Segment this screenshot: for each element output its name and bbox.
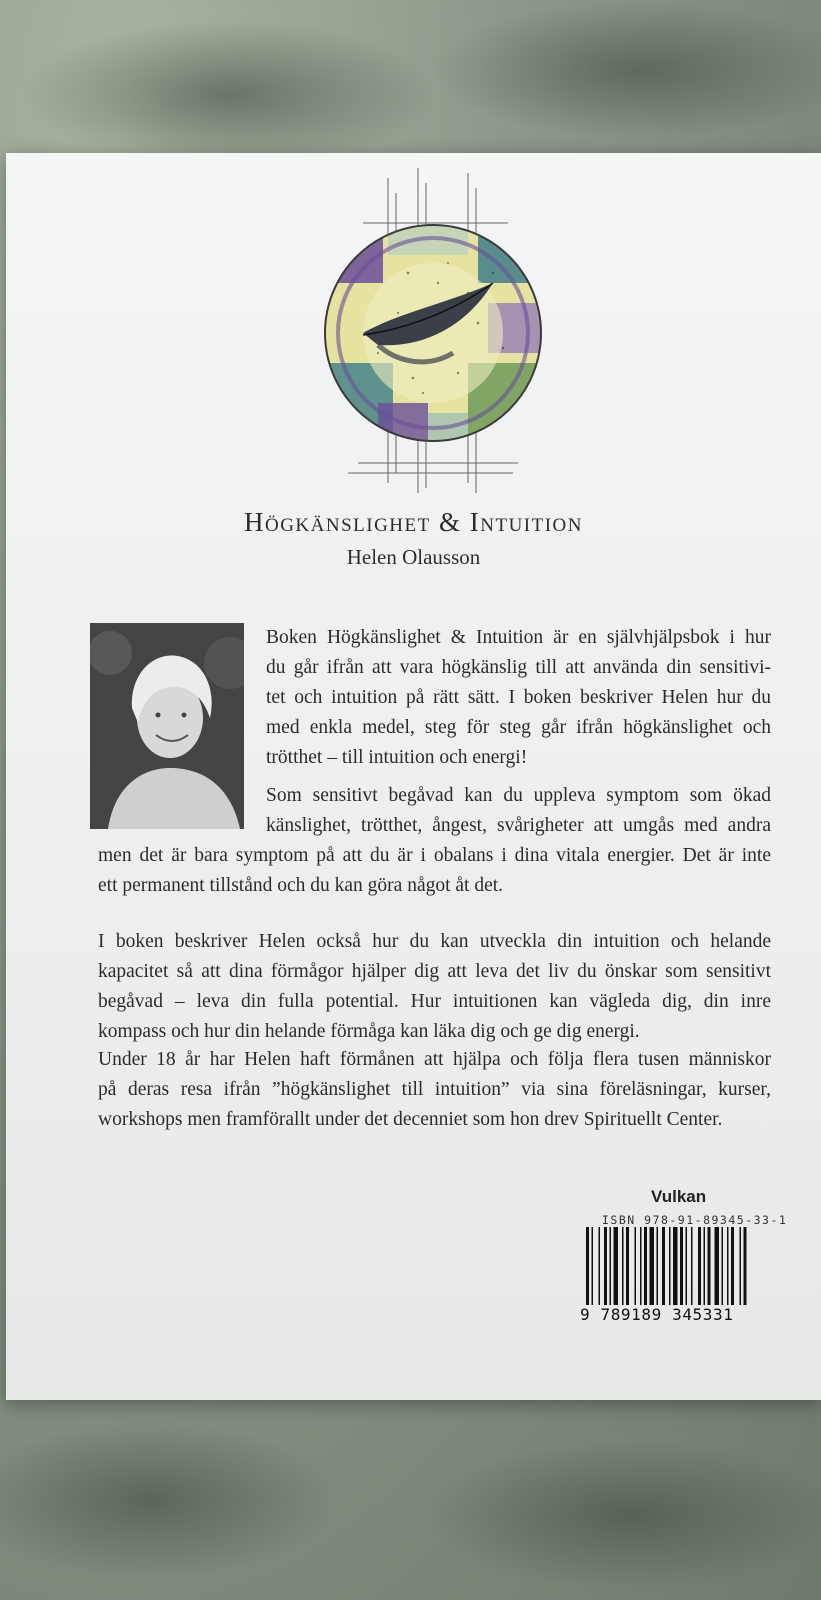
barcode-bar — [610, 1227, 612, 1305]
barcode-bar — [715, 1227, 720, 1305]
barcode-bar — [722, 1227, 724, 1305]
barcode-bar — [586, 1227, 589, 1305]
barcode-bar — [680, 1227, 683, 1305]
barcode-bar — [657, 1227, 659, 1305]
book-back-cover — [6, 153, 821, 1400]
barcode-bar — [744, 1227, 747, 1305]
barcode-bar — [604, 1227, 607, 1305]
barcode-bar — [691, 1227, 693, 1305]
barcode-bar — [650, 1227, 655, 1305]
barcode-bar — [626, 1227, 629, 1305]
text-line: du går ifrån att vara högkänslig till att använda din sensitivi- — [266, 657, 771, 678]
author-portrait-icon — [90, 623, 244, 829]
text-line: Under 18 år har Helen haft förmånen att hjälpa och följa flera tusen människor — [98, 1049, 771, 1070]
barcode-bar — [614, 1227, 619, 1305]
barcode-bar — [662, 1227, 665, 1305]
paragraph-2-bottom — [98, 841, 771, 901]
text-line: med enkla medel, steg för steg går ifrån högkänslighet och — [266, 717, 771, 738]
barcode — [582, 1227, 782, 1305]
text-line: men det är bara symptom på att du är i obalans i dina vitala energier. Det är inte — [98, 845, 771, 866]
couch-fold — [420, 1440, 821, 1590]
barcode-number: 9 789189 345331 — [580, 1305, 734, 1324]
text-line: kompass och hur din helande förmåga kan läka dig och ge dig energi. — [98, 1021, 640, 1042]
paragraph-3 — [98, 927, 771, 1047]
barcode-bar — [673, 1227, 678, 1305]
barcode-bar — [644, 1227, 647, 1305]
text-line: trötthet – till intuition och energi! — [266, 747, 528, 768]
text-line: begåvad – leva din fulla potential. Hur intuitionen kan vägleda dig, din inre — [98, 991, 771, 1012]
barcode-bar — [731, 1227, 734, 1305]
text-line: tet och intuition på rätt sätt. I boken beskriver Helen hur du — [266, 687, 771, 708]
barcode-bar — [704, 1227, 706, 1305]
text-line: ett permanent tillstånd och du kan göra något åt det. — [98, 875, 504, 896]
barcode-bar — [727, 1227, 729, 1305]
text-line: kapacitet så att dina förmågor hjälper dig att leva det liv du önskar som sensitivt — [98, 961, 771, 982]
isbn-text: ISBN 978-91-89345-33-1 — [602, 1213, 788, 1227]
text-line: på deras resa ifrån ”högkänslighet till intuition” via sina föreläsningar, kurser, — [98, 1079, 771, 1100]
paragraph-1 — [266, 623, 771, 773]
paragraph-2-top — [266, 781, 771, 841]
book-title: Högkänslighet & Intuition — [243, 507, 583, 537]
author-photo — [90, 623, 244, 829]
barcode-bar — [669, 1227, 671, 1305]
barcode-bar — [599, 1227, 601, 1305]
publisher-name: Vulkan — [651, 1187, 707, 1206]
barcode-bar — [740, 1227, 742, 1305]
couch-fold — [20, 20, 440, 170]
text-line: I boken beskriver Helen också hur du kan utveckla din intuition och helande — [98, 931, 771, 952]
barcode-bar — [640, 1227, 642, 1305]
feather-emblem-icon — [318, 163, 548, 498]
barcode-bar — [622, 1227, 624, 1305]
book-author: Helen Olausson — [346, 545, 481, 569]
barcode-bar — [708, 1227, 711, 1305]
text-line: känslighet, trötthet, ångest, svårigheter att umgås med andra — [266, 815, 771, 836]
barcode-bar — [592, 1227, 594, 1305]
text-line: Boken Högkänslighet & Intuition är en självhjälpsbok i hur — [266, 627, 771, 648]
barcode-bar — [635, 1227, 637, 1305]
barcode-bar — [686, 1227, 688, 1305]
paragraph-4 — [98, 1045, 771, 1135]
barcode-bar — [698, 1227, 701, 1305]
text-line: Som sensitivt begåvad kan du uppleva symptom som ökad — [266, 785, 771, 806]
text-line: workshops men framförallt under det decenniet som hon drev Spirituellt Center. — [98, 1109, 723, 1130]
